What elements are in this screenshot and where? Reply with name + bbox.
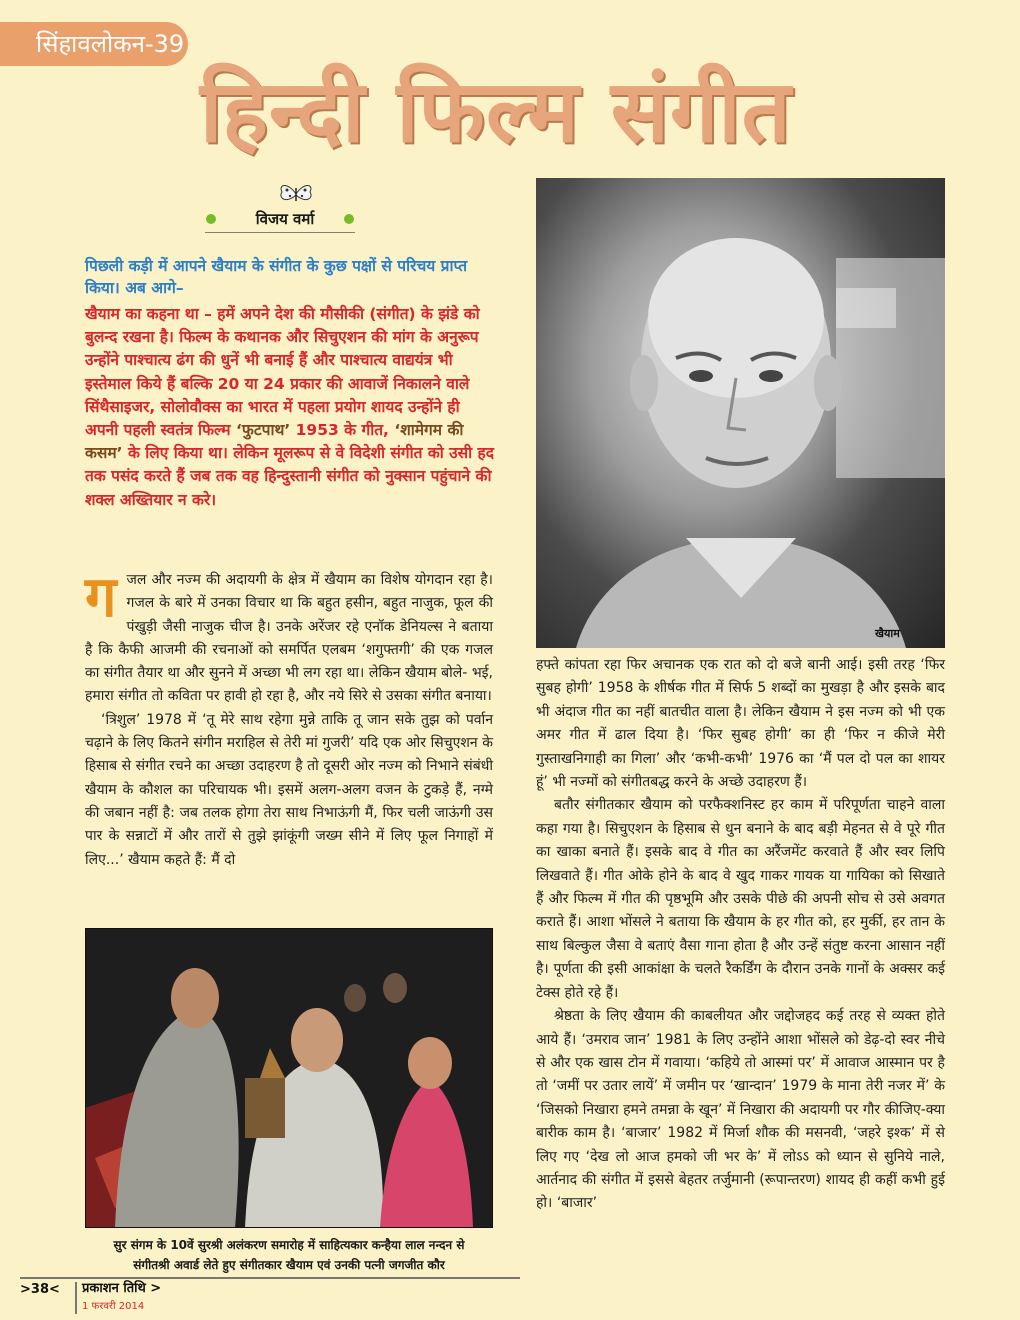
byline-divider [205,232,355,233]
article-column-left [85,564,493,872]
paragraph: हफ्ते कांपता रहा फिर अचानक एक रात को दो बजे बानी आई। इसी तरह ‘फिर सुबह होगी’ 1958 के शीर्षक गीत में सिर्फ 5 शब्दों का मुखड़ा है और इसके बाद भी अंदाज गीत का नहीं बातचीत वाला है। लेकिन खैयाम ने इस नज्म को भी एक अमर गीत में ढाल दिया है। ‘फिर सुबह होगी’ का ही ‘फिर न कीजे मेरी गुस्ताखनिगाही का गिला’ और ‘कभी-कभी’ 1976 का ‘मैं पल दो पल का शायर हूं’ भी नज्मों को संगीतबद्ध करने के अच्छे उदाहरण हैं। [536,657,945,791]
portrait-caption: खैयाम [875,627,900,640]
footer-divider [20,1277,520,1279]
caption-line: सुर संगम के 10वें सुरश्री अलंकरण समारोह में साहित्यकार कन्हैया लाल नन्दन से [113,1238,465,1252]
drop-cap: ग [85,564,117,630]
page-number: >38< [20,1282,60,1297]
footer-separator [75,1282,77,1314]
byline [200,208,362,230]
paragraph: बतौर संगीतकार खैयाम को परफैक्शनिस्ट हर काम में परिपूर्णता चाहने वाला कहा गया है। सिचुएशन के हिसाब से धुन बनाने के बाद बड़ी मेहनत से वे पूरे गीत का खाका बनाते हैं। इसके बाद वे गीत का अरैंजमेंट करवाते हैं और स्वर लिपि लिखवाते हैं। गीत ओके होने के बाद वे खुद गाकर गायक या गायिका को सिखाते हैं और फिल्म में गीत की पृष्ठभूमि और उसके पीछे की अपनी सोच से उसे अवगत कराते हैं। आशा भोंसले ने बताया कि खैयाम के हर गीत को, हर मुर्की, हर तान के साथ बिल्कुल जैसा वे बताएं वैसा गाना होता है और उन्हें संतुष्ट करना आसान नहीं है। पूर्णता की इसी आकांक्षा के चलते रैकर्डिंग के दौरान उनके गानों के अक्सर कई टेक्स होते रहे हैं। [536,797,945,1001]
paragraph: ‘त्रिशुल’ 1978 में ‘तू मेरे साथ रहेगा मुन्ने ताकि तू जान सके तुझ को पर्वान चढ़ाने के लिए कितने संगीन मराहिल से तेरी मां गुजरी’ यदि एक ओर सिचुएशन के हिसाब से संगीत रचने का अच्छा उदाहरण है तो दूसरी ओर नज्म को निभाने संबंधी खैयाम के कौशल का परिचायक भी। इसमें अलग-अलग वजन के टुकड़े हैं, नग्मे की जबान नहीं है: जब तलक होगा तेरा साथ निभाऊंगी मैं, फिर चली जाऊंगी उस पार के सन्नाटों में और तारों से तुझे झांकूंगी जख्म सीने में लिए फूल निगाहों में लिए...’ खैयाम कहते हैं: मैं दो [85,711,493,868]
publication-name: प्रकाशन तिथि > [82,1281,162,1296]
bullet-icon [344,214,354,224]
lead-text-3: के लिए किया था। लेकिन मूलरूप से वे विदेशी संगीत को उसी हद तक पसंद करते हैं जब तक वह हिन्दुस्तानी संगीत को नुक्सान पहुंचाने की शक्ल अख्तियार न करे। [85,444,495,509]
lead-paragraph [85,303,495,512]
paragraph [85,564,493,709]
portrait-illustration [536,178,945,648]
paragraph-text: जल और नज्म की अदायगी के क्षेत्र में खैयाम का विशेष योगदान रहा है। गजल के बारे में उनका विचार था कि बहुत हसीन, बहुत नाजुक, फूल की पंखुड़ी जैसी नाजुक चीज है। उनके अरेंजर रहे एनॉक डेनियल्स ने बताया है कि कैफी आजमी की रचनाओं को समर्पित एलबम ‘शगुफ्तगी’ की एक गजल का संगीत तैयार था और सुनने में अच्छा भी लग रहा था। लेकिन खैयाम बोले- भई, हमारा संगीत तो कविता पर हावी हो रहा है, और नये सिरे से उसका संगीत बनाया। [85,572,493,705]
lead-quote-2: ‘शामेगम की कसम’ [85,421,464,463]
lead-text-2: 1953 के गीत, [290,421,395,440]
page-title: हिन्दी फिल्म संगीत [200,61,792,162]
recap-intro: पिछली कड़ी में आपने खैयाम के संगीत के कुछ पक्षों से परिचय प्राप्त किया। अब आगे– [85,257,468,297]
publication-date: 1 फरवरी 2014 [82,1301,145,1312]
award-ceremony-photo [85,928,493,1228]
caption-line: संगीतश्री अवार्ड लेते हुए संगीतकार खैयाम एवं उनकी पत्नी जगजीत कौर [133,1258,445,1272]
award-photo-caption [85,1235,493,1275]
article-column-right [536,654,945,1216]
lead-text-1: खैयाम का कहना था – हमें अपने देश की मौसीकी (संगीत) के झंडे को बुलन्द रखना है। फिल्म के कथानक और सिचुएशन की मांग के अनुरूप उन्होंने पाश्चात्य ढंग की धुनें भी बनाई हैं और पाश्चात्य वाद्ययंत्र भी इस्तेमाल किये हैं बल्कि 20 या 24 प्रकार की आवाजें निकालने वाले सिंथैसाइजर, सोलोवौक्स का भारत में पहला प्रयोग शायद उन्होंने ही अपनी पहली स्वतंत्र फिल्म [85,305,480,440]
paragraph: श्रेष्ठता के लिए खैयाम की काबलीयत और जद्दोजहद कई तरह से व्यक्त होते आये हैं। ‘उमराव जान’ 1981 के लिए उन्होंने आशा भोंसले को डेढ़-दो स्वर नीचे से और एक खास टोन में गवाया। ‘कहिये तो आस्मां पर’ में आवाज आस्मान पर है तो ‘जमीं पर उतार लायें’ में जमीन पर ‘खान्दान’ 1979 के माना तेरी नजर में’ के ‘जिसको निखारा हमने तमन्ना के खून’ में निखारा की अदायगी पर गौर कीजिए-क्या बारीक काम है। ‘बाजार’ 1982 में मिर्जा शौक की मसनवी, ‘जहरे इश्क’ में से लिए गए ‘देख लो आज हमको जी भर के’ में लोऽऽ को ध्यान से सुनिये नाले, आर्तनाद की संगीत में इससे बेहतर तर्जुमानी (रूपान्तरण) शायद ही कहीं कभी हुई हो। ‘बाजार’ [536,1008,945,1212]
award-illustration [85,928,493,1228]
butterfly-icon [278,182,314,206]
series-label: सिंहावलोकन-39 [0,22,188,66]
bullet-icon [206,214,216,224]
khayyam-portrait-photo [536,178,945,648]
lead-quote-1: ‘फुटपाथ’ [235,421,291,440]
author-name: विजय वर्मा [255,210,315,228]
